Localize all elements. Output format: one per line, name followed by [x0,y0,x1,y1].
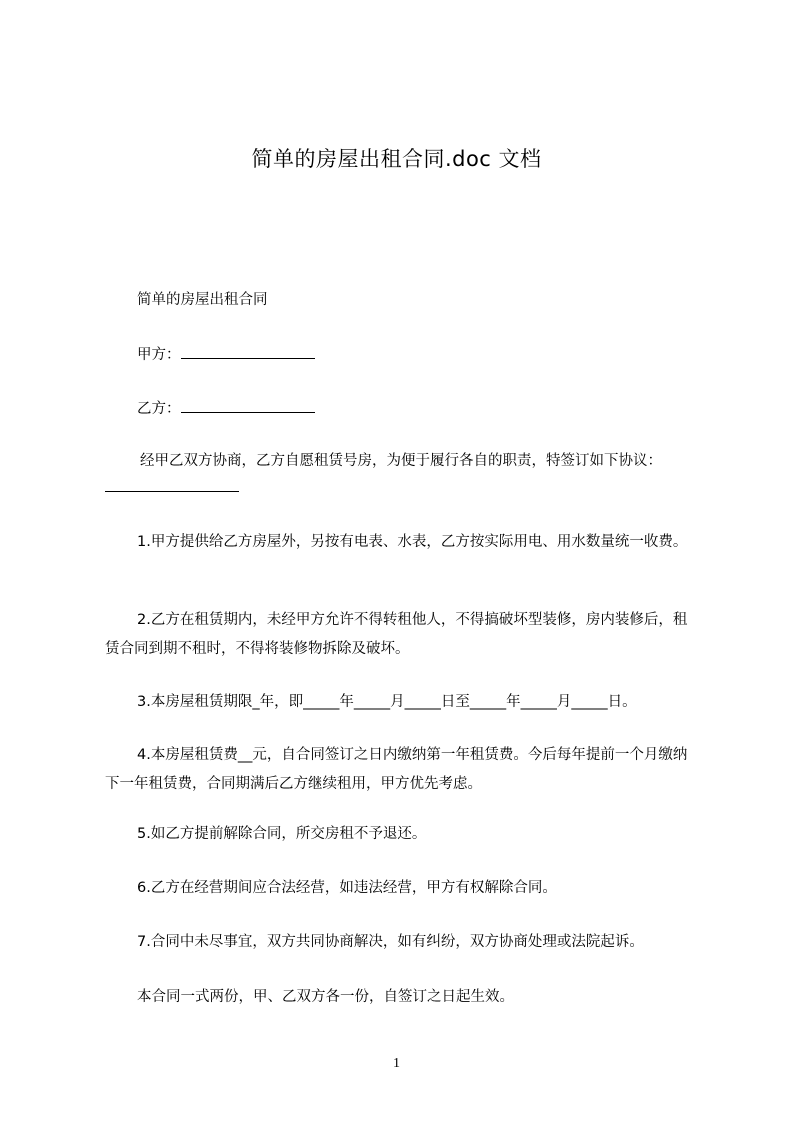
party-a-label: 甲方： [137,347,181,363]
clause-5: 5.如乙方提前解除合同，所交房租不予退还。 [137,826,427,842]
party-b-line [137,398,315,419]
party-a-line [137,344,315,365]
clause-3: 3.本房屋租赁期限_年，即_____年_____月_____日至_____年_____月_____日。 [137,694,637,710]
intro-paragraph: 经甲乙双方协商，乙方自愿租赁号房，为便于履行各自的职责，特签订如下协议： [140,453,662,469]
page-number: 1 [393,1056,400,1071]
contract-heading: 简单的房屋出租合同 [137,292,268,308]
party-a-blank [181,344,315,359]
clause-1: 1.甲方提供给乙方房屋外，另按有电表、水表，乙方按实际用电、用水数量统一收费。 [137,534,688,550]
clause-2: 2.乙方在租赁期内，未经甲方允许不得转租他人，不得搞破坏型装修，房内装修后，租赁合同到期不租时，不得将装修物拆除及破坏。 [105,612,688,657]
clause-7: 7.合同中未尽事宜，双方共同协商解决，如有纠纷，双方协商处理或法院起诉。 [137,934,644,950]
clause-4: 4.本房屋租赁费__元，自合同签订之日内缴纳第一年租赁费。今后每年提前一个月缴纳下一年租赁费，合同期满后乙方继续租用，甲方优先考虑。 [105,747,688,792]
document-title: 简单的房屋出租合同.doc 文档 [251,147,542,171]
party-b-label: 乙方： [137,401,181,417]
party-b-blank [181,398,315,413]
closing-paragraph: 本合同一式两份，甲、乙双方各一份，自签订之日起生效。 [137,989,514,1005]
clause-6: 6.乙方在经营期间应合法经营，如违法经营，甲方有权解除合同。 [137,880,557,896]
intro-blank-line [105,491,239,492]
